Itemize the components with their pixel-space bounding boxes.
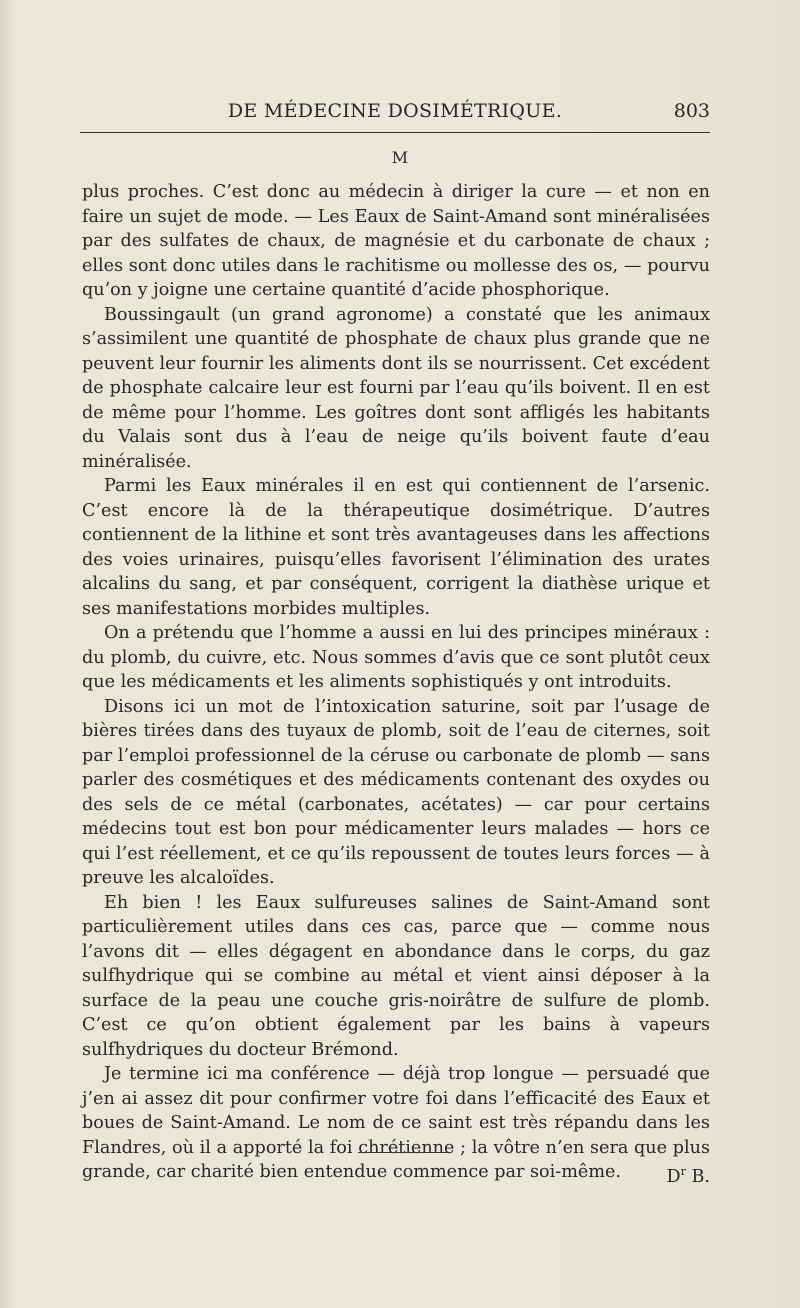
paragraph: Eh bien ! les Eaux sulfureuses salines de Saint-Amand sont particulièrement utiles dans ces cas, parce que — comme nous l’avons dit — elles dégagent en abondance dans le corps, du gaz sulfhydrique qui se combine au métal et vient ainsi déposer à la surface de la peau une couche gris-noirâtre de sulfure de plomb. C’est ce qu’on obtient également par les bains à vapeurs sulfhydriques du docteur Brémond. xyxy=(82,892,710,1060)
end-rule xyxy=(358,1152,450,1153)
signature-name: B. xyxy=(685,1166,710,1187)
body-text xyxy=(82,180,710,1189)
paragraph: Boussingault (un grand agronome) a constaté que les animaux s’assimilent une quantité de phosphate de chaux plus grande que ne peuvent leur fournir les aliments dont ils se nourrissent. Cet excédent de phosphate calcaire leur est fourni par l’eau qu’ils boivent. Il en est de même pour l’homme. Les goîtres dont sont affligés les habitants du Valais sont dus à l’eau de neige qu’ils boivent faute d’eau minéralisée. xyxy=(82,304,710,472)
signature-prefix: D xyxy=(666,1166,681,1187)
running-title: DE MÉDECINE DOSIMÉTRIQUE. xyxy=(227,100,563,122)
paragraph: Disons ici un mot de l’intoxication saturine, soit par l’usage de bières tirées dans des tuyaux de plomb, soit de l’eau de citernes, soit par l’emploi professionnel de la céruse ou carbonate de plomb — sans parler des cosmétiques et des médicaments contenant des oxydes ou des sels de ce métal (carbonates, acétates) — car pour certains médecins tout est bon pour médicamenter leurs malades — hors ce qui l’est réellement, et ce qu’ils repoussent de toutes leurs forces — à preuve les alcaloïdes. xyxy=(82,696,710,888)
paragraph: plus proches. C’est donc au médecin à diriger la cure — et non en faire un sujet de mode. — Les Eaux de Saint-Amand sont minéralisées par des sulfates de chaux, de magnésie et du carbonate de chaux ; elles sont donc utiles dans le rachitisme ou mollesse des os, — pourvu qu’on y joigne une certaine quantité d’acide phosphorique. xyxy=(82,182,710,300)
paragraph: On a prétendu que l’homme a aussi en lui des principes minéraux : du plomb, du cuivre, etc. Nous sommes d’avis que ce sont plutôt ceux que les médicaments et les aliments sophistiqués y ont introduits. xyxy=(82,623,710,692)
signature-superscript: r xyxy=(680,1165,686,1178)
page-number: 803 xyxy=(673,100,710,122)
header-rule xyxy=(80,132,710,133)
page-header xyxy=(80,100,710,128)
paragraph: Parmi les Eaux minérales il en est qui contiennent de l’arsenic. C’est encore là de la thérapeutique dosimétrique. D’autres contiennent de la lithine et sont très avantageuses dans les affections des voies urinaires, puisqu’elles favorisent l’élimination des urates alcalins du sang, et par conséquent, corrigent la diathèse urique et ses manifestations morbides multiples. xyxy=(82,476,710,619)
signature-mark: M xyxy=(391,148,409,167)
closing-text: Je termine ici ma conférence — déjà trop longue — persuadé que j’en ai assez dit pour confirmer votre foi dans l’efficacité des Eaux et boues de Saint-Amand. Le nom de ce saint est très répandu dans les Flandres, où il a apporté la foi chrétienne ; la vôtre n’en sera que plus grande, car charité bien entendue commence par soi-même. xyxy=(82,1064,710,1182)
author-signature xyxy=(645,1160,711,1189)
closing-paragraph xyxy=(82,1062,710,1185)
